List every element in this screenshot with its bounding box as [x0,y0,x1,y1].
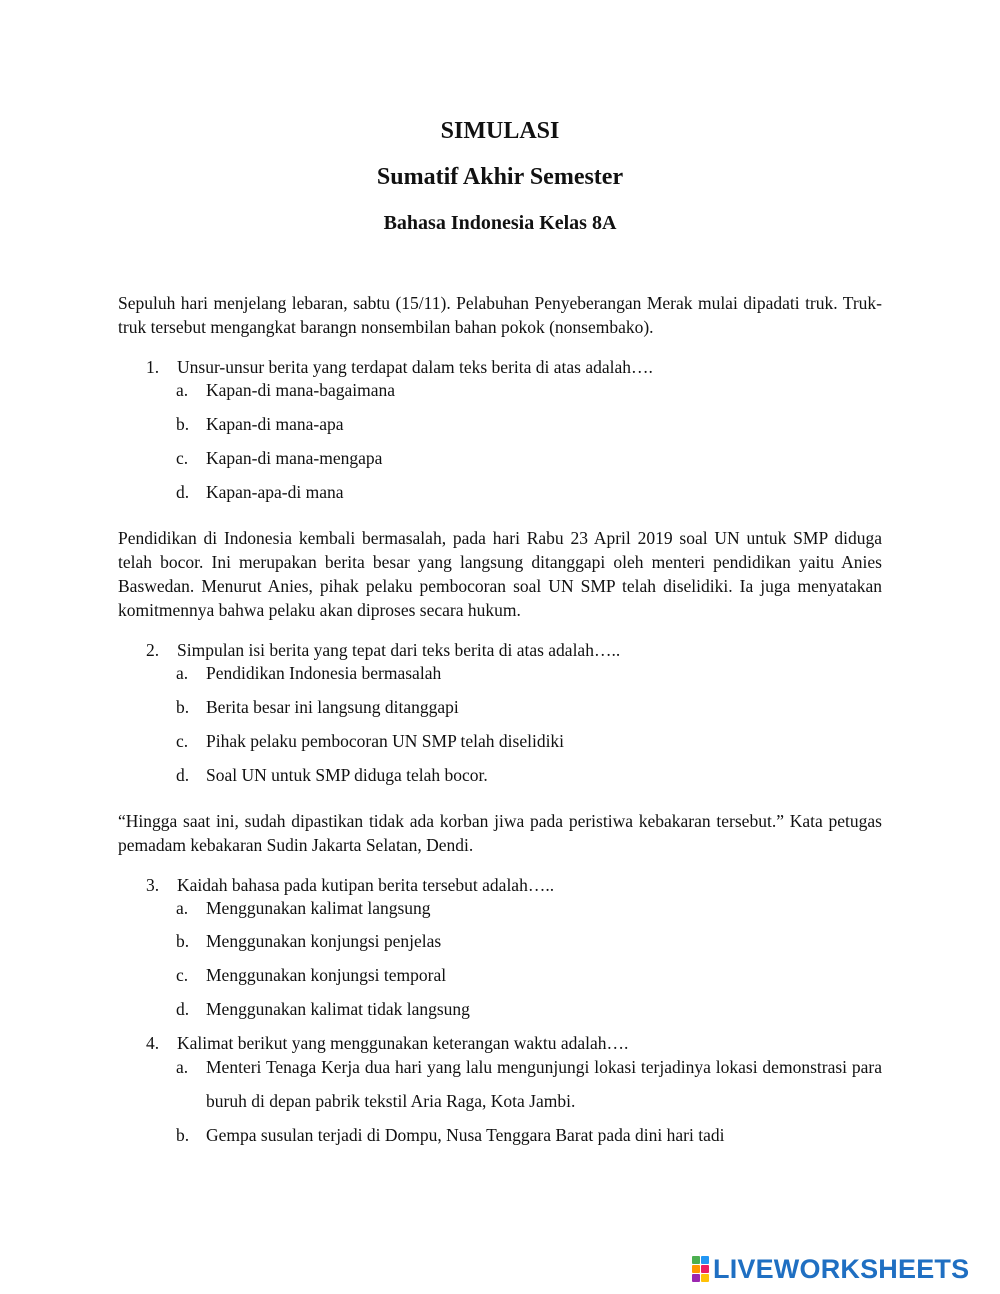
page-title: SIMULASI [440,118,560,144]
option-text: Kapan-di mana-bagaimana [206,380,396,400]
option-letter: c. [176,448,189,468]
option-1d[interactable] [176,480,882,504]
question-text: Kaidah bahasa pada kutipan berita tersebut adalah….. [177,875,555,895]
logo-tile [701,1265,709,1273]
option-3a[interactable] [176,896,882,920]
logo-tile [701,1256,709,1264]
question-number: 4. [146,1033,160,1053]
option-letter: c. [176,731,189,751]
option-text: Menggunakan konjungsi temporal [206,965,447,985]
option-letter: b. [176,931,190,951]
logo-tile [692,1256,700,1264]
option-letter: c. [176,965,189,985]
option-3c[interactable] [176,963,882,987]
option-2a[interactable] [176,661,882,685]
question-text: Simpulan isi berita yang tepat dari teks berita di atas adalah….. [177,640,621,660]
option-text: Kapan-di mana-apa [206,414,344,434]
option-4a[interactable] [176,1050,882,1118]
option-1c[interactable] [176,446,882,470]
option-letter: d. [176,999,190,1019]
liveworksheets-logo [692,1255,969,1283]
option-text: Menggunakan konjungsi penjelas [206,931,442,951]
passage-1: Sepuluh hari menjelang lebaran, sabtu (15/11). Pelabuhan Penyeberangan Merak mulai dipadati truk. Truk-truk tersebut mengangkat barangn nonsembilan bahan pokok (nonsembako). [118,293,882,337]
passage-2: Pendidikan di Indonesia kembali bermasalah, pada hari Rabu 23 April 2019 soal UN untuk SMP diduga telah bocor. Ini merupakan berita besar yang langsung ditanggapi oleh menteri pendidikan yaitu Anies Baswedan. Menurut Anies, pihak pelaku pembocoran soal UN SMP telah diselidiki. Ia juga menyatakan komitmennya bahwa pelaku akan diproses secara hukum. [118,528,882,620]
question-3 [146,873,882,897]
option-4b[interactable] [176,1123,882,1147]
question-1 [146,355,882,379]
question-text: Unsur-unsur berita yang terdapat dalam teks berita di atas adalah…. [177,357,653,377]
question-number: 1. [146,357,160,377]
question-number: 2. [146,640,160,660]
question-text: Kalimat berikut yang menggunakan keterangan waktu adalah…. [177,1033,629,1053]
option-1b[interactable] [176,412,882,436]
logo-tile [692,1274,700,1282]
option-text: Pihak pelaku pembocoran UN SMP telah diselidiki [206,731,565,751]
option-letter: d. [176,482,190,502]
option-letter: a. [176,1057,189,1077]
option-text: Berita besar ini langsung ditanggapi [206,697,459,717]
page-subtitle: Sumatif Akhir Semester [376,164,624,190]
option-letter: a. [176,898,189,918]
option-2d[interactable] [176,763,882,787]
option-3b[interactable] [176,929,882,953]
question-2 [146,638,882,662]
option-letter: d. [176,765,190,785]
page-subject: Bahasa Indonesia Kelas 8A [383,212,617,234]
logo-tile [692,1265,700,1273]
option-text: Kapan-apa-di mana [206,482,344,502]
passage-3: “Hingga saat ini, sudah dipastikan tidak ada korban jiwa pada peristiwa kebakaran tersebut.” Kata petugas pemadam kebakaran Sudin Jakarta Selatan, Dendi. [118,811,882,855]
option-2c[interactable] [176,729,882,753]
option-2b[interactable] [176,695,882,719]
option-text: Gempa susulan terjadi di Dompu, Nusa Tenggara Barat pada dini hari tadi [206,1125,725,1145]
option-text: Menggunakan kalimat tidak langsung [206,999,470,1019]
option-letter: b. [176,697,190,717]
logo-blocks-icon [692,1256,709,1282]
option-letter: a. [176,663,189,683]
option-text: Soal UN untuk SMP diduga telah bocor. [206,765,488,785]
logo-tile [701,1274,709,1282]
option-letter: a. [176,380,189,400]
logo-text: LIVEWORKSHEETS [713,1253,970,1284]
option-text: Menggunakan kalimat langsung [206,898,431,918]
option-letter: b. [176,414,190,434]
option-text: Kapan-di mana-mengapa [206,448,383,468]
option-letter: b. [176,1125,190,1145]
option-3d[interactable] [176,997,882,1021]
option-text: Menteri Tenaga Kerja dua hari yang lalu mengunjungi lokasi terjadinya lokasi demonstrasi para buruh di depan pabrik tekstil Aria Raga, Kota Jambi. [206,1057,882,1111]
option-1a[interactable] [176,378,882,402]
option-text: Pendidikan Indonesia bermasalah [206,663,442,683]
question-number: 3. [146,875,160,895]
